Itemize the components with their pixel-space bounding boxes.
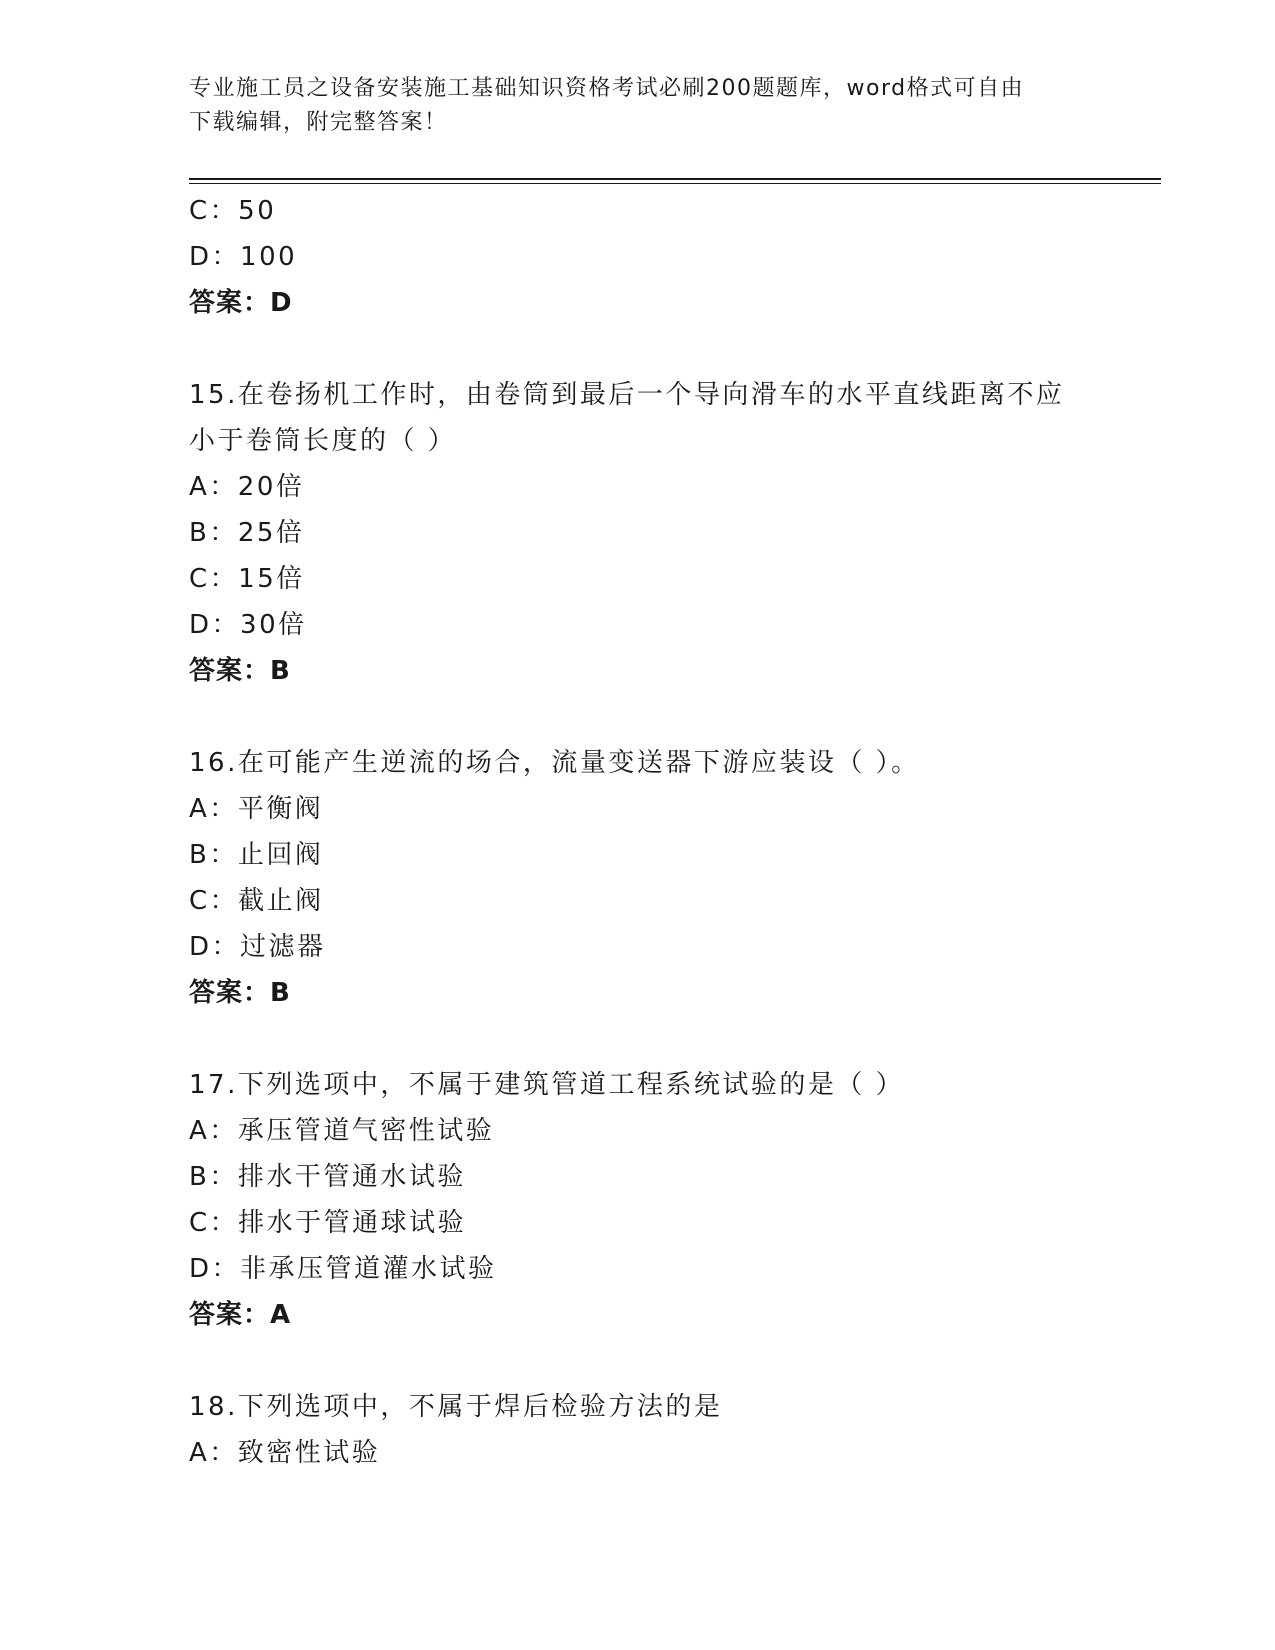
question-16-option-b: B：止回阀 — [189, 840, 324, 870]
header-divider-thin — [189, 183, 1161, 184]
answer-line: 答案：D — [189, 288, 293, 318]
question-16-answer: 答案：B — [189, 978, 291, 1008]
question-15-option-b: B：25倍 — [189, 518, 305, 548]
spacer — [189, 1016, 1149, 1062]
question-16-stem: 16.在可能产生逆流的场合，流量变送器下游应装设（ ）。 — [189, 748, 920, 778]
question-17-option-a: A：承压管道气密性试验 — [189, 1116, 495, 1146]
question-17-option-c: C：排水于管通球试验 — [189, 1208, 467, 1238]
question-15-option-c: C：15倍 — [189, 564, 305, 594]
question-15-option-a: A：20倍 — [189, 472, 305, 502]
question-18-stem: 18.下列选项中，不属于焊后检验方法的是 — [189, 1392, 723, 1422]
question-17-stem: 17.下列选项中，不属于建筑管道工程系统试验的是（ ） — [189, 1070, 905, 1100]
question-15-answer: 答案：B — [189, 656, 291, 686]
question-16-option-d: D：过滤器 — [189, 932, 326, 962]
question-17-option-b: B：排水干管通水试验 — [189, 1162, 466, 1192]
question-17-option-d: D：非承压管道灌水试验 — [189, 1254, 497, 1284]
question-16-option-a: A：平衡阀 — [189, 794, 324, 824]
header-title-line-1: 专业施工员之设备安装施工基础知识资格考试必刷200题题库，word格式可自由 — [189, 76, 1025, 101]
spacer — [189, 1338, 1149, 1384]
question-18-option-a: A：致密性试验 — [189, 1438, 381, 1468]
header-divider-thick — [189, 178, 1161, 180]
question-15-stem-line-2: 小于卷筒长度的（ ） — [189, 426, 457, 456]
question-17-answer: 答案：A — [189, 1300, 292, 1330]
header-title-line-2: 下载编辑，附完整答案！ — [189, 110, 448, 135]
question-list — [189, 188, 1149, 1476]
document-header — [189, 72, 1069, 140]
question-15-option-d: D：30倍 — [189, 610, 307, 640]
spacer — [189, 694, 1149, 740]
spacer — [189, 326, 1149, 372]
question-16-option-c: C：截止阀 — [189, 886, 324, 916]
option-d: D：100 — [189, 242, 298, 272]
option-c: C：50 — [189, 196, 277, 226]
question-15-stem-line-1: 15.在卷扬机工作时，由卷筒到最后一个导向滑车的水平直线距离不应 — [189, 380, 1065, 410]
